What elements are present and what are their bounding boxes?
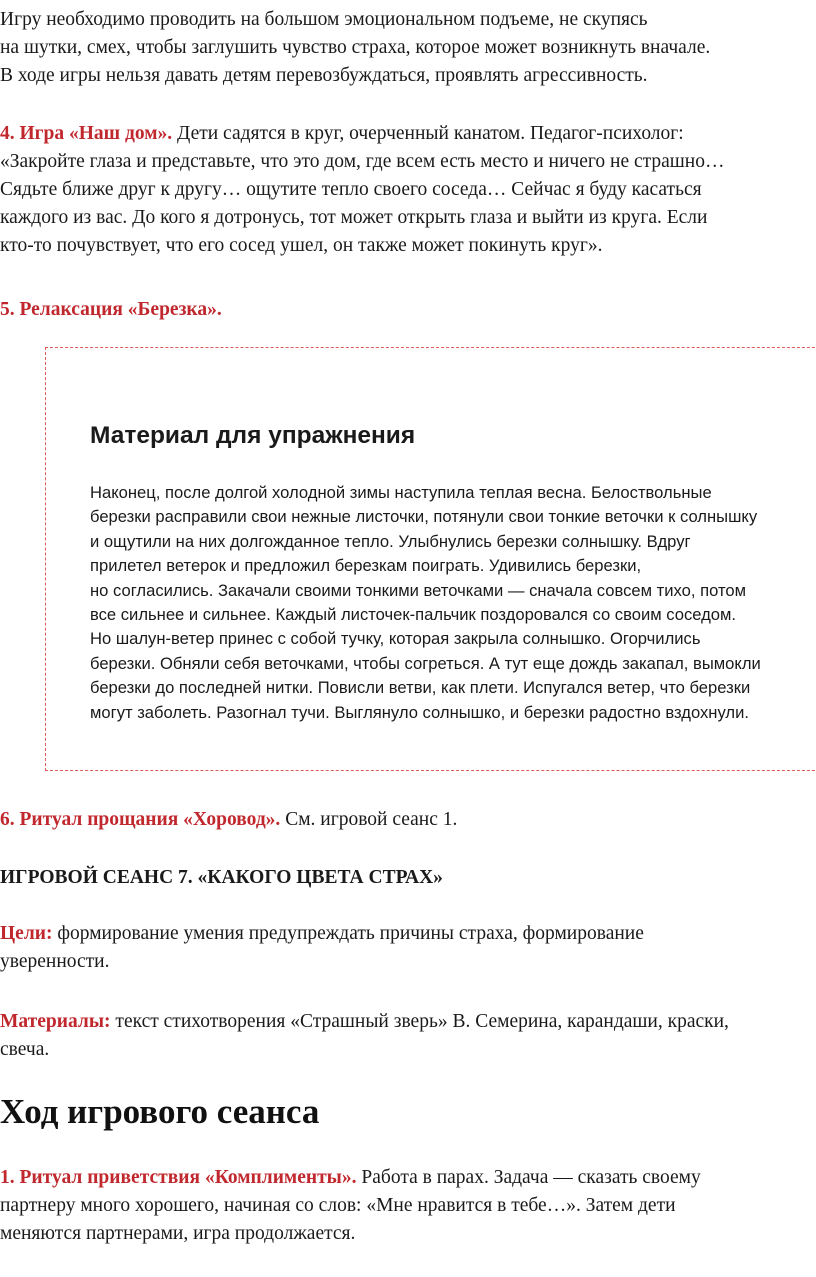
item-label: 5. Релаксация «Березка». [0, 299, 222, 320]
text-line: каждого из вас. До кого я дотронусь, тот может открыть глаза и выйти из круга. Если [0, 207, 708, 228]
text-line: березки до последней нитки. Повисли ветви, как плети. Испугался ветер, что березки [90, 678, 751, 698]
paragraph-materials [0, 1008, 812, 1064]
materials-label: Материалы: [0, 1011, 111, 1032]
item-text: Дети садятся в круг, очерченный канатом. Педагог-психолог: [172, 123, 684, 144]
text-line [0, 296, 812, 324]
text-line: могут заболеть. Разогнал тучи. Выглянуло солнышко, и березки радостно вздохнули. [90, 702, 749, 722]
text-line: березки расправили свои нежные листочки, потянули свои тонкие веточки к солнышку [90, 507, 758, 527]
materials-text: текст стихотворения «Страшный зверь» В. Семерина, карандаши, краски, [110, 1011, 729, 1032]
text-line: свеча. [0, 1039, 50, 1060]
text-line: на шутки, смех, чтобы заглушить чувство страха, которое может возникнуть вначале. [0, 37, 711, 58]
text-line: Наконец, после долгой холодной зимы наступила теплая весна. Белоствольные [90, 483, 712, 502]
session-heading: ИГРОВОЙ СЕАНС 7. «КАКОГО ЦВЕТА СТРАХ» [0, 867, 443, 888]
text-line: березки. Обняли себя веточками, чтобы согреться. А тут еще дождь закапал, вымокли [90, 653, 761, 673]
item-text: См. игровой сеанс 1. [280, 809, 458, 830]
text-line [0, 1164, 812, 1192]
text-line [0, 920, 812, 948]
text-line: все сильнее и сильнее. Каждый листочек-пальчик поздоровался со своим соседом. [90, 605, 737, 625]
section-title: Ход игрового сеанса [0, 1092, 320, 1131]
text-line [0, 806, 812, 834]
text-line [0, 120, 812, 148]
text-line: меняются партнерами, игра продолжается. [0, 1223, 356, 1244]
text-line: «Закройте глаза и представьте, что это дом, где всем есть место и ничего не страшно… [0, 151, 725, 172]
goals-text: формирование умения предупреждать причины страха, формирование [52, 923, 644, 944]
text-line: Сядьте ближе друг к другу… ощутите тепло своего соседа… Сейчас я буду касаться [0, 179, 702, 200]
text-line: В ходе игры нельзя давать детям перевозбуждаться, проявлять агрессивность. [0, 65, 648, 86]
text-line: но согласились. Закачали своими тонкими веточками — сначала совсем тихо, потом [90, 580, 747, 600]
goals-label: Цели: [0, 923, 53, 944]
item-label: 6. Ритуал прощания «Хоровод». [0, 809, 281, 830]
text-line: кто-то почувствует, что его сосед ушел, он также может покинуть круг». [0, 235, 603, 256]
text-line: уверенности. [0, 951, 110, 972]
exercise-material-box [45, 347, 816, 771]
text-line: и ощутили на них долгожданное тепло. Улыбнулись березки солнышку. Вдруг [90, 531, 691, 551]
box-title: Материал для упражнения [90, 422, 416, 449]
text-line: партнеру много хорошего, начиная со слов: «Мне нравится в тебе…». Затем дети [0, 1195, 676, 1216]
paragraph-intro [0, 6, 812, 90]
paragraph-game-our-house [0, 120, 812, 260]
item-label: 1. Ритуал приветствия «Комплименты». [0, 1167, 357, 1188]
box-text [90, 481, 816, 725]
text-line: Но шалун-ветер принес с собой тучку, которая закрыла солнышко. Огорчились [90, 629, 701, 649]
item-text: Работа в парах. Задача — сказать своему [356, 1167, 701, 1188]
text-line: прилетел ветерок и предложил березкам поиграть. Удивились березки, [90, 556, 642, 576]
paragraph-goals [0, 920, 812, 976]
paragraph-greeting-ritual [0, 1164, 812, 1248]
paragraph-farewell-ritual [0, 806, 812, 834]
text-line: Игру необходимо проводить на большом эмоциональном подъеме, не скупясь [0, 9, 648, 30]
text-line [0, 1008, 812, 1036]
item-label: 4. Игра «Наш дом». [0, 123, 173, 144]
paragraph-relaxation [0, 296, 812, 324]
